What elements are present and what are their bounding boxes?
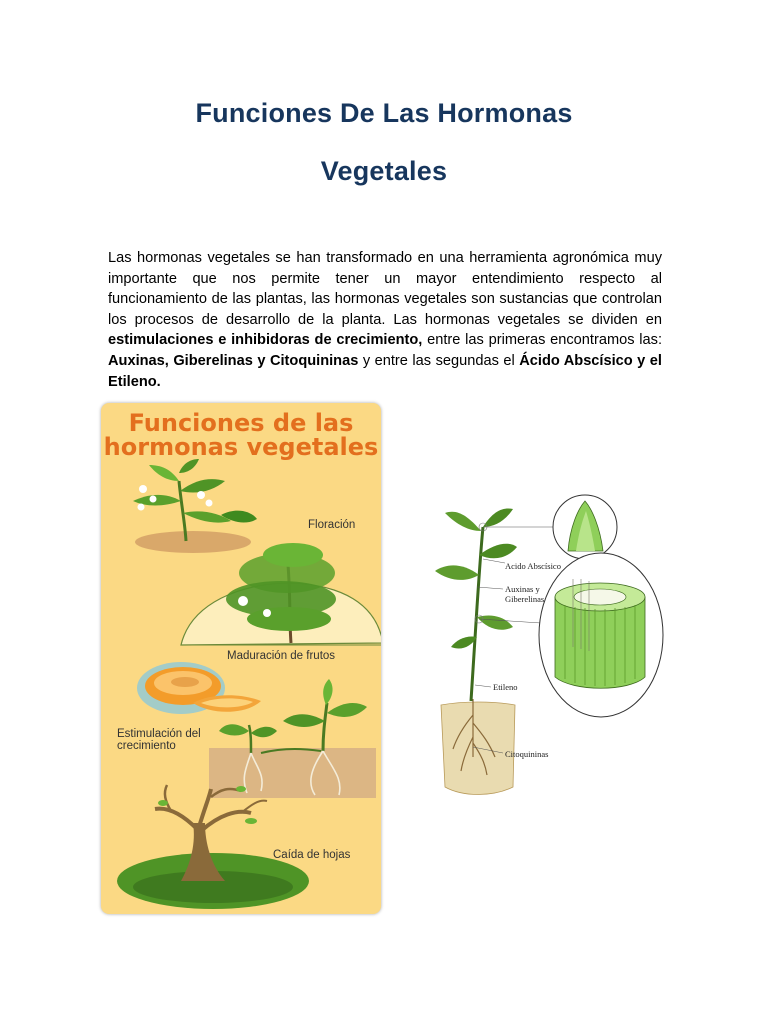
label-estimulacion-line-2: crecimiento — [117, 740, 176, 752]
paragraph-text-2: entre las primeras encontramos las: — [422, 332, 663, 349]
paragraph-bold-3: Ácido Abscísico y el Etileno. — [108, 352, 662, 390]
infographic-title-line-2: hormonas vegetales — [103, 433, 379, 461]
page-title-line-1: Funciones De Las Hormonas — [195, 98, 573, 128]
label-acido-abscisico: Acido Abscísico — [505, 561, 561, 571]
label-auxinas-line-1: Auxinas y — [505, 584, 540, 594]
infographic-title — [101, 411, 381, 459]
page-title — [0, 84, 768, 200]
plant-hormone-diagram — [423, 487, 678, 807]
label-estimulacion-line-1: Estimulación del — [117, 728, 201, 740]
paragraph-bold-2: Auxinas, Giberelinas y Citoquininas — [108, 352, 359, 369]
page-title-line-2: Vegetales — [320, 156, 448, 186]
label-auxinas-giberelinas — [505, 584, 544, 604]
label-etileno: Etileno — [493, 682, 518, 692]
label-caida: Caída de hojas — [273, 849, 351, 861]
hormone-functions-infographic — [101, 403, 381, 914]
paragraph-text-1: Las hormonas vegetales se han transformado en una herramienta agronómica muy importante que nos permite tener un mayor entendimiento respecto al funcionamiento de las plantas, las hormonas vegetales son sustancias que controlan los procesos de desarrollo de la planta. Las hormonas vegetales se dividen en — [108, 250, 662, 328]
label-estimulacion — [117, 728, 201, 752]
label-auxinas-line-2: Giberelinas — [505, 594, 545, 604]
intro-paragraph — [108, 248, 662, 392]
diagram-illustration — [423, 487, 678, 807]
paragraph-text-3: y entre las segundas el — [358, 352, 520, 369]
label-maduracion: Maduración de frutos — [227, 650, 336, 662]
paragraph-bold-1: estimulaciones e inhibidoras de crecimiento, — [108, 332, 423, 349]
label-citoquininas: Citoquininas — [505, 749, 549, 759]
label-floracion: Floración — [308, 519, 356, 531]
infographic-title-line-1: Funciones de las — [128, 409, 354, 437]
